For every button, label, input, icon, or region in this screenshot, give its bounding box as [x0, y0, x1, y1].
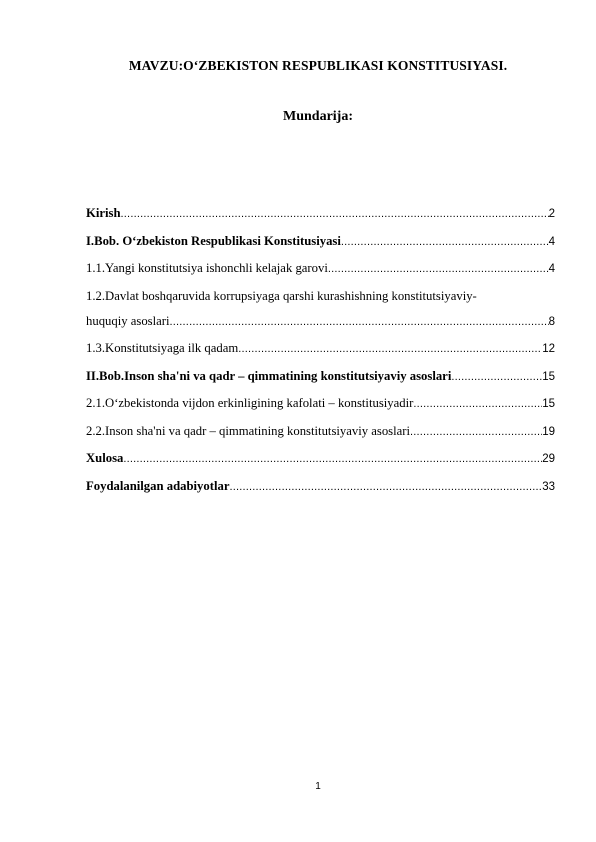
toc-dot-leader [451, 369, 542, 385]
toc-entry-page: 29 [542, 453, 555, 465]
toc-dot-leader [170, 314, 549, 330]
toc-entry-title: 2.2.Inson sha'ni va qadr – qimmatining konstitutsiyaviy asoslari [86, 423, 411, 438]
toc-entry-page: 4 [548, 235, 555, 248]
toc-entry-title: 1.1.Yangi konstitutsiya ishonchli kelajak garovi [86, 261, 328, 275]
toc-entry-references[interactable] [86, 478, 555, 495]
table-of-contents [86, 205, 555, 505]
toc-entry-section-1-1[interactable] [86, 260, 555, 277]
toc-entry-chapter-1[interactable] [86, 233, 555, 250]
toc-entry-title: Foydalanilgan adabiyotlar [86, 478, 230, 493]
toc-entry-title: Xulosa [86, 451, 124, 465]
toc-dot-leader [229, 479, 542, 495]
toc-entry-title: Kirish [86, 206, 121, 220]
toc-entry-section-2-1[interactable] [86, 395, 555, 412]
toc-entry-chapter-2[interactable] [86, 368, 555, 385]
toc-entry-section-2-2[interactable] [86, 423, 555, 440]
page-number: 1 [315, 781, 321, 792]
toc-entry-page: 2 [548, 208, 555, 220]
toc-entry-title: I.Bob. O‘zbekiston Respublikasi Konstitusiyasi [86, 233, 341, 248]
toc-dot-leader [121, 206, 549, 222]
toc-heading: Mundarija: [283, 109, 353, 124]
toc-dot-leader [413, 396, 542, 412]
toc-entry-page: 15 [542, 370, 555, 383]
toc-entry-section-1-3[interactable] [86, 340, 555, 357]
toc-entry-page: 15 [542, 398, 555, 410]
toc-entry-section-1-2[interactable] [86, 288, 555, 330]
toc-dot-leader [341, 234, 549, 250]
toc-dot-leader [328, 261, 549, 277]
toc-entry-page: 19 [542, 425, 555, 438]
toc-entry-page: 4 [548, 263, 555, 275]
toc-dot-leader [123, 451, 542, 467]
toc-entry-xulosa[interactable] [86, 450, 555, 467]
toc-entry-title-line1: 1.2.Davlat boshqaruvida korrupsiyaga qarshi kurashishning konstitutsiyaviy- [86, 288, 477, 303]
toc-entry-page: 12 [542, 343, 555, 355]
toc-entry-page: 8 [548, 315, 555, 328]
toc-entry-page: 33 [542, 480, 555, 493]
toc-entry-title: huquqiy asoslari [86, 313, 170, 328]
toc-dot-leader [410, 424, 542, 440]
toc-entry-title: II.Bob.Inson sha'ni va qadr – qimmatining konstitutsiyaviy asoslari [86, 368, 452, 383]
toc-dot-leader [238, 341, 542, 357]
toc-entry-title: 1.3.Konstitutsiyaga ilk qadam [86, 341, 239, 355]
toc-entry-title: 2.1.O‘zbekistonda vijdon erkinligining kafolati – konstitusiyadir [86, 396, 414, 410]
document-topic-title: MAVZU:O‘ZBEKISTON RESPUBLIKASI KONSTITUSIYASI. [128, 58, 508, 73]
toc-entry-kirish[interactable] [86, 205, 555, 222]
